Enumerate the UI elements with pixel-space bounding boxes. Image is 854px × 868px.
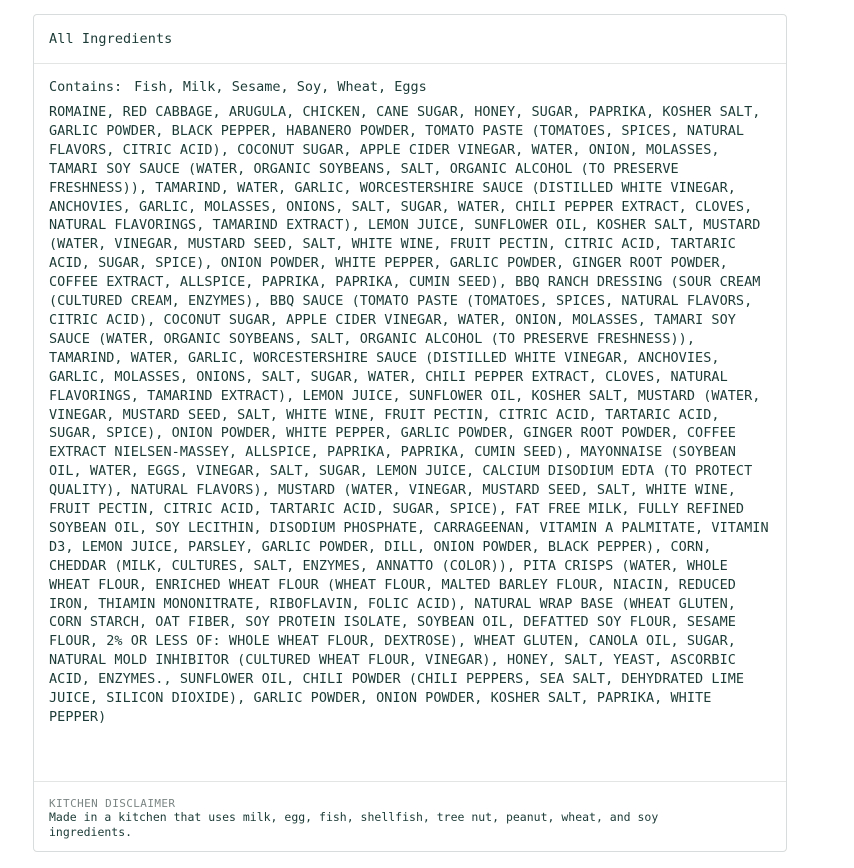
- allergens-label: Contains:: [49, 79, 123, 95]
- kitchen-disclaimer: [34, 782, 786, 840]
- ingredients-panel: [33, 14, 787, 852]
- panel-title: All Ingredients: [49, 31, 173, 47]
- panel-header: [34, 15, 786, 64]
- allergens-list: Fish, Milk, Sesame, Soy, Wheat, Eggs: [134, 79, 427, 95]
- disclaimer-text: Made in a kitchen that uses milk, egg, fish, shellfish, tree nut, peanut, wheat, and soy ingredients.: [49, 810, 659, 839]
- ingredients-section: [34, 64, 786, 782]
- ingredients-list: ROMAINE, RED CABBAGE, ARUGULA, CHICKEN, CANE SUGAR, HONEY, SUGAR, PAPRIKA, KOSHER SALT, GARLIC POWDER, BLACK PEPPER, HABANERO POWDER, TOMATO PASTE (TOMATOES, SPICES, NATURAL FLAVORS, CITRIC ACID), COCONUT SUGAR, APPLE CIDER VINEGAR, WATER, ONION, MOLASSES, TAMARI SOY SAUCE (WATER, ORGANIC SOYBEANS, SALT, ORGANIC ALCOHOL (TO PRESERVE FRESHNESS)), TAMARIND, WATER, GARLIC, WORCESTERSHIRE SAUCE (DISTILLED WHITE VINEGAR, ANCHOVIES, GARLIC, MOLASSES, ONIONS, SALT, SUGAR, WATER, CHILI PEPPER EXTRACT, CLOVES, NATURAL FLAVORINGS, TAMARIND EXTRACT), LEMON JUICE, SUNFLOWER OIL, KOSHER SALT, MUSTARD (WATER, VINEGAR, MUSTARD SEED, SALT, WHITE WINE, FRUIT PECTIN, CITRIC ACID, TARTARIC ACID, SUGAR, SPICE), ONION POWDER, WHITE PEPPER, GARLIC POWDER, GINGER ROOT POWDER, COFFEE EXTRACT, ALLSPICE, PAPRIKA, PAPRIKA, CUMIN SEED), BBQ RANCH DRESSING (SOUR CREAM (CULTURED CREAM, ENZYMES), BBQ SAUCE (TOMATO PASTE (TOMATOES, SPICES, NATURAL FLAVORS, CITRIC ACID), COCONUT SUGAR, APPLE CIDER VINEGAR, WATER, ONION, MOLASSES, TAMARI SOY SAUCE (WATER, ORGANIC SOYBEANS, SALT, ORGANIC ALCOHOL (TO PRESERVE FRESHNESS)), TAMARIND, WATER, GARLIC, WORCESTERSHIRE SAUCE (DISTILLED WHITE VINEGAR, ANCHOVIES, GARLIC, MOLASSES, ONIONS, SALT, SUGAR, WATER, CHILI PEPPER EXTRACT, CLOVES, NATURAL FLAVORINGS, TAMARIND EXTRACT), LEMON JUICE, SUNFLOWER OIL, KOSHER SALT, MUSTARD (WATER, VINEGAR, MUSTARD SEED, SALT, WHITE WINE, FRUIT PECTIN, CITRIC ACID, TARTARIC ACID, SUGAR, SPICE), ONION POWDER, WHITE PEPPER, GARLIC POWDER, GINGER ROOT POWDER, COFFEE EXTRACT NIELSEN-MASSEY, ALLSPICE, PAPRIKA, PAPRIKA, CUMIN SEED), MAYONNAISE (SOYBEAN OIL, WATER, EGGS, VINEGAR, SALT, SUGAR, LEMON JUICE, CALCIUM DISODIUM EDTA (TO PROTECT QUALITY), NATURAL FLAVORS), MUSTARD (WATER, VINEGAR, MUSTARD SEED, SALT, WHITE WINE, FRUIT PECTIN, CITRIC ACID, TARTARIC ACID, SUGAR, SPICE), FAT FREE MILK, FULLY REFINED SOYBEAN OIL, SOY LECITHIN, DISODIUM PHOSPHATE, CARRAGEENAN, VITAMIN A PALMITATE, VITAMIN D3, LEMON JUICE, PARSLEY, GARLIC POWDER, DILL, ONION POWDER, BLACK PEPPER), CORN, CHEDDAR (MILK, CULTURES, SALT, ENZYMES, ANNATTO (COLOR)), PITA CRISPS (WATER, WHOLE WHEAT FLOUR, ENRICHED WHEAT FLOUR (WHEAT FLOUR, MALTED BARLEY FLOUR, NIACIN, REDUCED IRON, THIAMIN MONONITRATE, RIBOFLAVIN, FOLIC ACID), NATURAL WRAP BASE (WHEAT GLUTEN, CORN STARCH, OAT FIBER, SOY PROTEIN ISOLATE, SOYBEAN OIL, DEFATTED SOY FLOUR, SESAME FLOUR, 2% OR LESS OF: WHOLE WHEAT FLOUR, DEXTROSE), WHEAT GLUTEN, CANOLA OIL, SUGAR, NATURAL MOLD INHIBITOR (CULTURED WHEAT FLOUR, VINEGAR), HONEY, SALT, YEAST, ASCORBIC ACID, ENZYMES., SUNFLOWER OIL, CHILI POWDER (CHILI PEPPERS, SEA SALT, DEHYDRATED LIME JUICE, SILICON DIOXIDE), GARLIC POWDER, ONION POWDER, KOSHER SALT, PAPRIKA, WHITE PEPPER): [49, 104, 769, 725]
- allergens-line: [49, 78, 771, 97]
- disclaimer-label: KITCHEN DISCLAIMER: [49, 797, 176, 810]
